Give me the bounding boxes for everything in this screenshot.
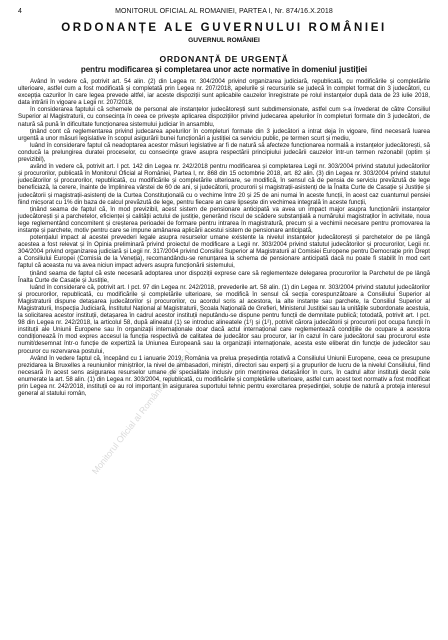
ordinance-subtitle: pentru modificarea și completarea unor acte normative în domeniul justiției — [80, 65, 368, 74]
document-page — [18, 8, 430, 636]
paragraph: luând în considerare faptul că neadoptarea acestor măsuri legislative ar fi de natură să afecteze funcționarea normală a instanțelor judecătorești, să conducă la prelungirea duratei proceselor, cu consecințe grave asupra respectării principiului judecării cauzelor într-un termen rezonabil (optim și previzibil), — [18, 141, 430, 164]
paragraph: ținând seama de faptul că este necesară adoptarea unor dispoziții exprese care să reglementeze delegarea procurorilor la Parchetul de pe lângă Înalta Curte de Casație și Justiție, — [18, 269, 430, 284]
paragraph: luând în considerare că, potrivit art. I pct. 97 din Legea nr. 242/2018, prevederile art. 58 alin. (1) din Legea nr. 303/2004 privind statutul judecătorilor și procurorilor, republicată, cu modificările și completările ulterioare, se modifică în sensul că secția corespunzătoare a Consiliului Superior al Magistraturii dispune detașarea judecătorilor și procurorilor, cu acordul scris al acestora, la alte instanțe sau parchete, la Consiliul Superior al Magistraturii, Inspecția Judiciară, Institutul Național al Magistraturii, Școala Națională de Grefieri, Ministerul Justiției sau la unitățile subordonate acestuia, la solicitarea acestor instituții, detașarea în cadrul acestor instituții neputându-se dispune pentru funcții de demnitate publică; totodată, potrivit art. I pct. 98 din Legea nr. 242/2018, la articolul 58, după alineatul (1) se introduc alineatele (1¹) și (1²), potrivit cărora judecătorii și procurorii pot ocupa funcții în instituții ale Uniunii Europene sau în organizații internaționale doar dacă actul internațional care reglementează condițiile de ocupare a acestora condiționează în mod expres accesul la funcția respectivă de calitatea de judecător sau procuror, iar în cazul în care judecătorul sau procurorul este numit/desemnat într-o funcție de expertiză la Uniunea Europeană sau la organizații internaționale, acesta este eliberat din funcție de judecător sau procuror cu rezervarea postului, — [18, 283, 430, 355]
paragraph: în considerarea faptului că schemele de personal ale instanțelor judecătorești sunt subdimensionate, astfel cum s-a învederat de către Consiliul Superior al Magistraturii, cu consecința în ceea ce privește aplicarea dispozițiilor privind judecarea apelurilor în completuri formate din 3 judecători, de natură să pună în dificultate funcționarea sistemului judiciar în ansamblu, — [18, 106, 430, 128]
monitor-header: MONITORUL OFICIAL AL ROMÂNIEI, PARTEA I, Nr. 874/16.X.2018 — [115, 8, 333, 15]
government-name: GUVERNUL ROMÂNIEI — [188, 37, 260, 44]
paragraph: având în vedere că, potrivit art. I pct. 142 din Legea nr. 242/2018 pentru modificarea și completarea Legii nr. 303/2004 privind statutul judecătorilor și procurorilor, publicată în Monitorul Oficial al României, Partea I, nr. 868 din 15 octombrie 2018, art. 82 alin. (3) din Legea nr. 303/2004 privind statutul judecătorilor și procurorilor, republicată, cu modificările și completările ulterioare, se modifică, în sensul că de pensia de serviciu prevăzută de lege beneficiază, la cerere, înainte de împlinirea vârstei de 60 de ani, și judecătorii, procurorii și magistrații-asistenți de la Înalta Curte de Casație și Justiție și judecătorii și magistrații-asistenți de la Curtea Constituțională cu o vechime între 20 și 25 de ani numai în aceste funcții, în acest caz cuantumul pensiei fiind micșorat cu 1% din baza de calcul prevăzută de lege, pentru fiecare an care lipsește din vechimea integrală în aceste funcții, — [18, 163, 430, 206]
page-header — [18, 8, 430, 20]
paragraph: ținând cont că reglementarea privind judecarea apelurilor în completuri formate din 3 judecători a intrat deja în vigoare, fiind necesară luarea urgentă a unor măsuri legislative în scopul asigurării bunei funcționări a justiției ca serviciu public, pe termen scurt și mediu, — [18, 127, 430, 142]
page-number: 4 — [18, 8, 22, 15]
paragraph: Având în vedere că, potrivit art. 54 alin. (2) din Legea nr. 304/2004 privind organizarea judiciară, republicată, cu modificările și completările ulterioare, astfel cum a fost modificată și completată prin Legea nr. 207/2018, apelurile și recursurile se judecă în complet format din 3 judecători, cu excepția cazurilor în care legea prevede altfel, iar aceste dispoziții sunt aplicabile cauzelor înregistrate pe rolul instanțelor după data de 23 iulie 2018, data intrării în vigoare a Legii nr. 207/2018, — [18, 78, 430, 107]
paragraph: potențialul impact al acestei prevederi legale asupra resurselor umane existente la nivelul instanțelor judecătorești și parchetelor de pe lângă acestea a fost relevat și în Opinia preliminară privind proiectul de modificare a Legii nr. 303/2004 privind statutul judecătorilor și procurorilor, Legii nr. 304/2004 privind organizarea judiciară și Legii nr. 317/2004 privind Consiliul Superior al Magistraturii al Comisiei Europene pentru Democrație prin Drept a Consiliului Europei (Comisia de la Veneția), recomandându-se renunțarea la schema de pensionare anticipată dacă nu poate fi stabilit în mod cert faptul că aceasta nu va avea niciun impact advers asupra funcționării sistemului, — [18, 234, 430, 270]
section-title: ORDONANȚE ALE GUVERNULUI ROMÂNIEI — [61, 22, 387, 34]
paragraph: ținând seama de faptul că, în mod previzibil, acest sistem de pensionare anticipată va avea un impact major asupra funcționării instanțelor judecătorești și a parchetelor, eficienței și calității actului de justiție, generând riscul de scădere substanțială a numărului magistraților în activitate, noua lege reglementând concomitent și creșterea perioadei de formare pentru intrarea în magistratură, precum și a vechimii necesare pentru promovarea la instanțe și parchete, motiv pentru care se impune amânarea aplicării acestui sistem de pensionare anticipată, — [18, 205, 430, 234]
ordinance-body — [18, 78, 430, 397]
watermark: Monitorul Oficial al României - Partea I — [90, 348, 193, 477]
ordinance-title: ORDONANȚĂ DE URGENȚĂ — [159, 54, 289, 64]
paragraph: Având în vedere faptul că, începând cu 1 ianuarie 2019, România va prelua președinția rotativă a Consiliului Uniunii Europene, ceea ce presupune prezidarea la Bruxelles a reuniunilor miniștrilor, la nivel de ambasadori, miniștri, directori sau experți și a grupurilor de lucru de la nivelul Consiliului, fiind necesară în acest sens asigurarea resurselor umane de specialitate inclusiv prin menținerea detașărilor în curs, în cadrul altor instituții decât cele enumerate la art. 58 alin. (1) din Legea nr. 303/2004, republicată, cu modificările și completările ulterioare, astfel cum acest text normativ a fost modificat prin Legea nr. 242/2018, instituții ce au rol important în asigurarea suportului tehnic pentru exercitarea președinției, soluție de natură a proteja interesul general al statului român, — [18, 354, 430, 398]
